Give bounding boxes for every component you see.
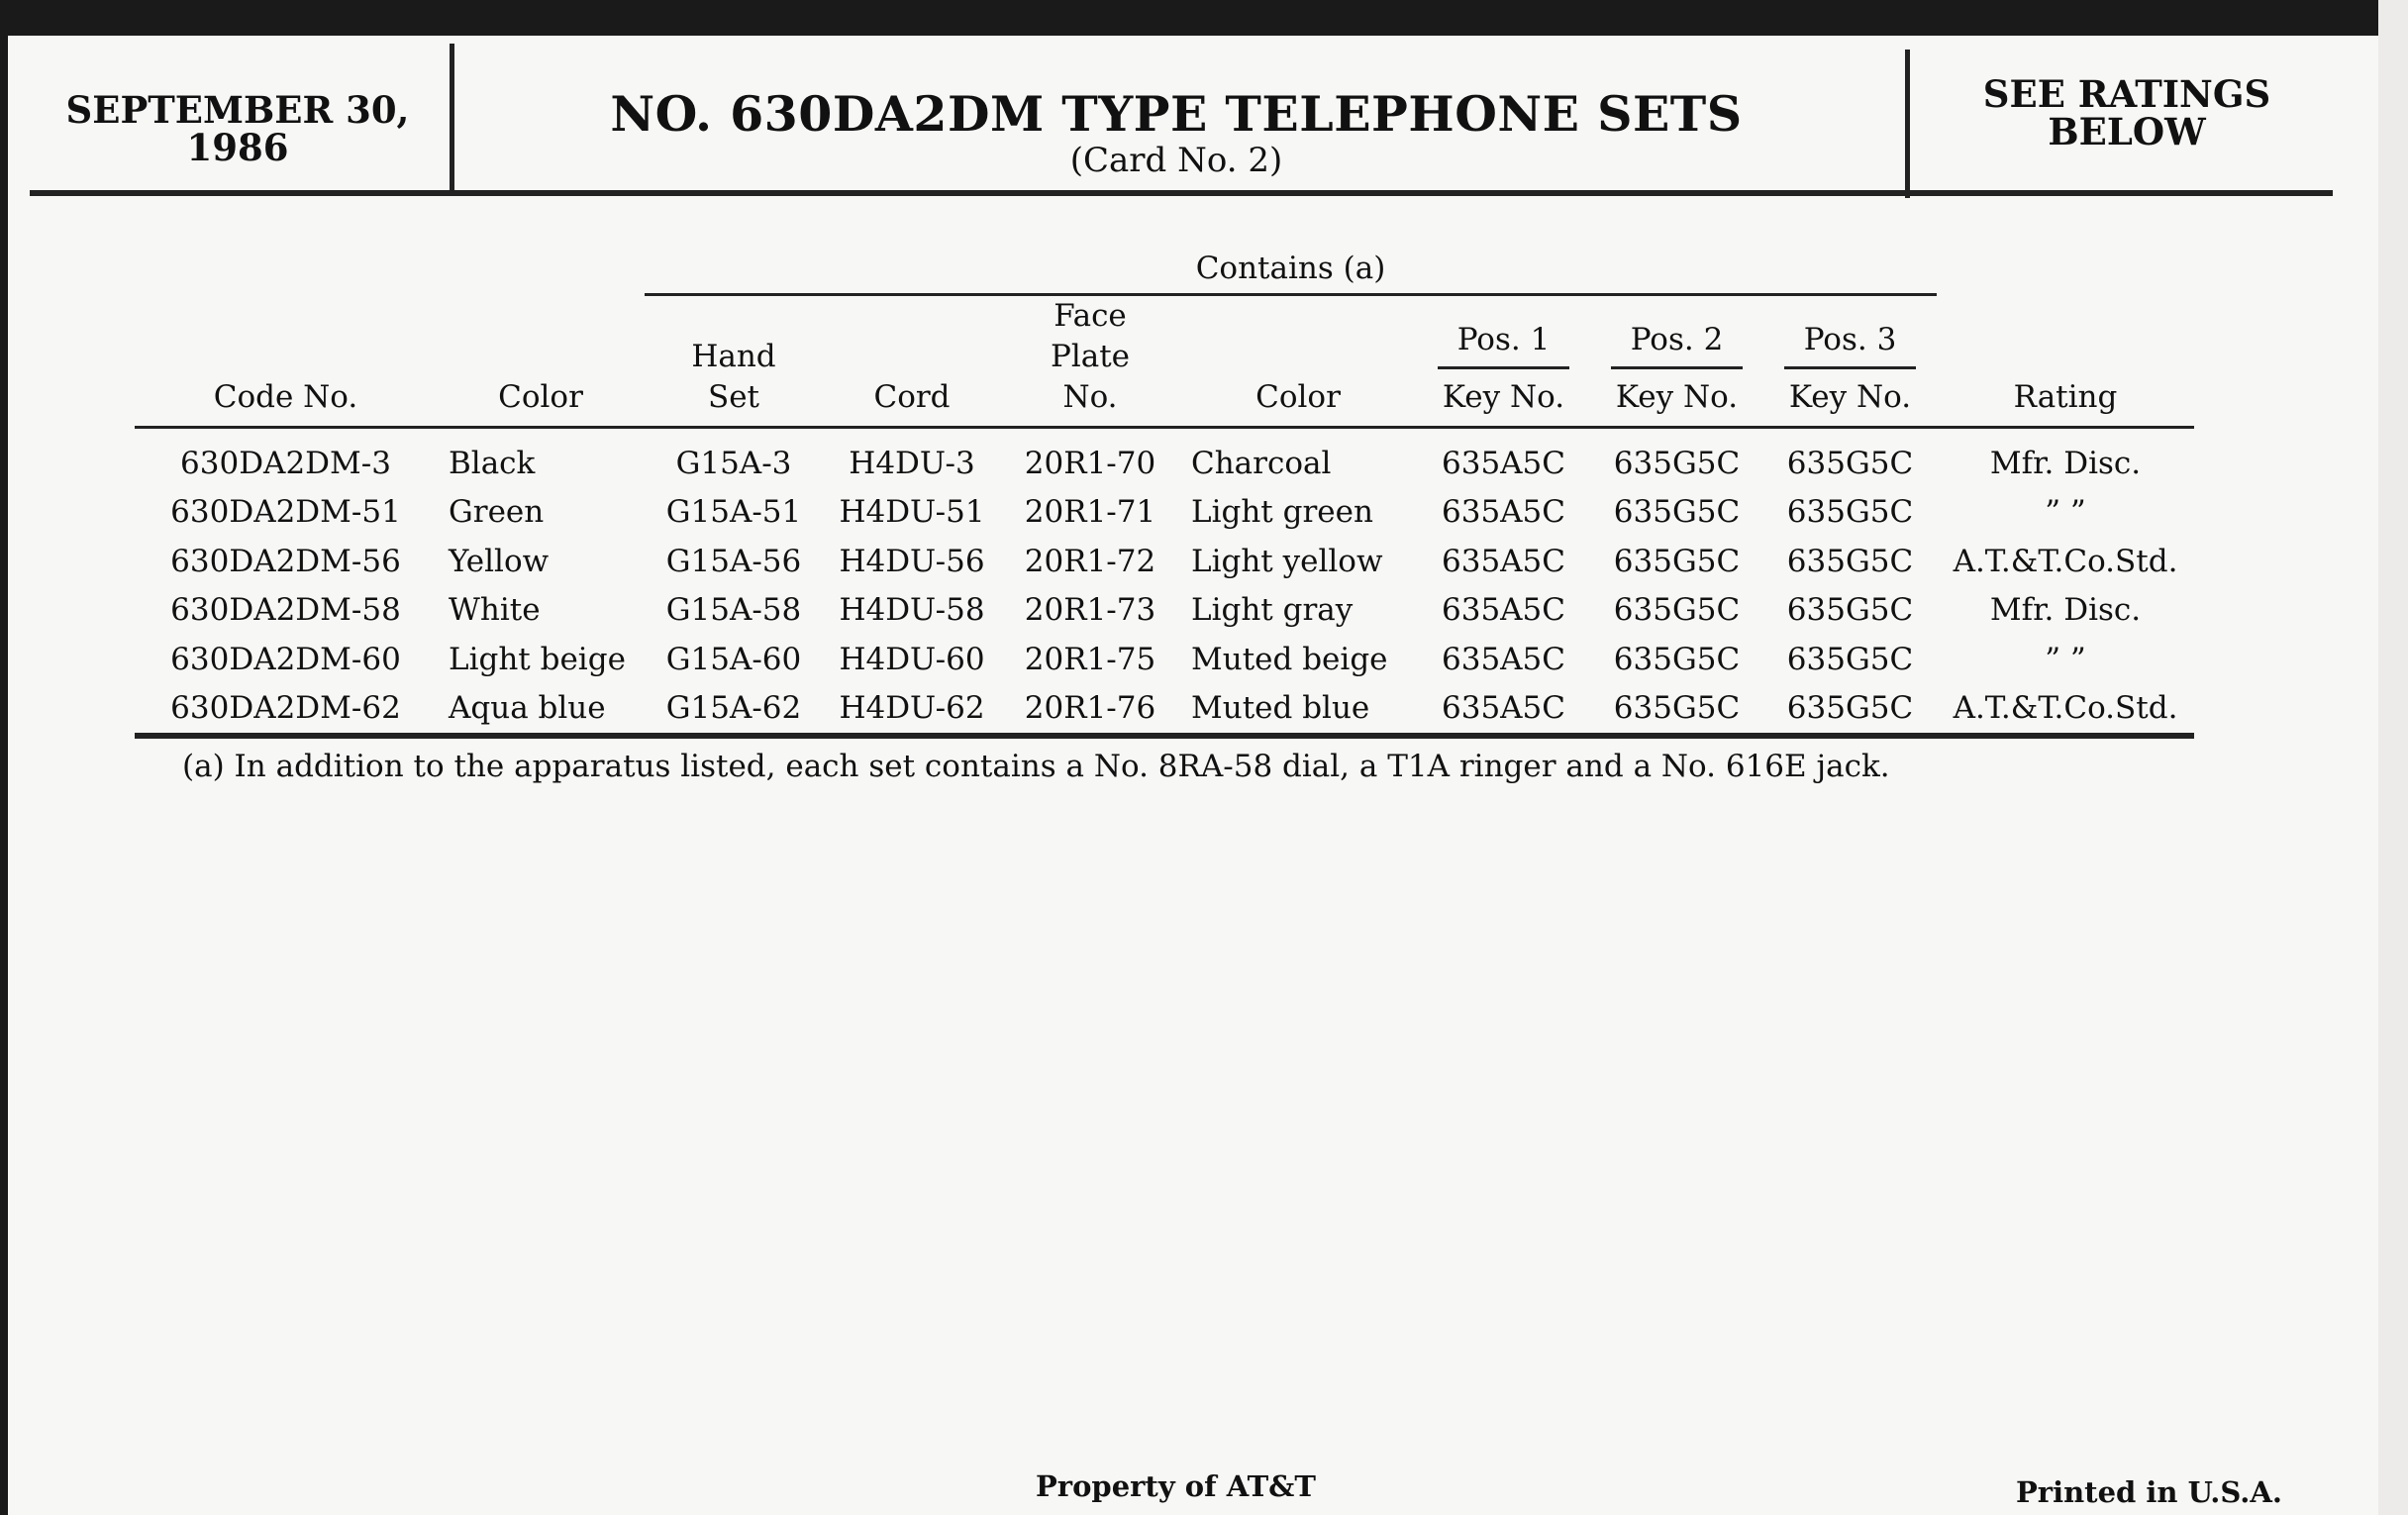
cell-face-plate: 20R1-73 — [1024, 592, 1156, 629]
footnote: (a) In addition to the apparatus listed, each set contains a No. 8RA-58 dial, a T1A ringer and a No. 616E jack. — [182, 749, 1890, 784]
cell-cord: H4DU-51 — [839, 494, 985, 531]
cell-rating: A.T.&T.Co.Std. — [1953, 690, 2178, 727]
table-row — [135, 428, 2194, 488]
cell-color: Black — [449, 445, 536, 481]
cell-hand-set: G15A-3 — [675, 445, 792, 481]
cell-pos1-key: 635A5C — [1442, 494, 1565, 531]
cell-pos1-key: 635A5C — [1442, 690, 1565, 727]
cell-pos2-key: 635G5C — [1613, 494, 1741, 531]
col-header-pos1 — [1417, 295, 1590, 428]
table-row — [135, 684, 2194, 737]
cell-cord: H4DU-56 — [839, 543, 985, 579]
cell-code-no: 630DA2DM-62 — [170, 690, 401, 727]
cell-face-plate: 20R1-76 — [1024, 690, 1156, 727]
cell-code-no: 630DA2DM-51 — [170, 494, 401, 531]
cell-pos2-key: 635G5C — [1613, 543, 1741, 579]
header-date — [30, 88, 446, 169]
table-row — [135, 537, 2194, 586]
header-title-block — [453, 87, 1899, 180]
col-header-color: Color — [498, 379, 583, 415]
col-header-rating: Rating — [2013, 379, 2118, 415]
col-header-pos2-label: Pos. 2 — [1611, 320, 1744, 369]
header-date-line1: SEPTEMBER 30, — [65, 88, 410, 132]
cell-pos1-key: 635A5C — [1442, 543, 1565, 579]
cell-rating: A.T.&T.Co.Std. — [1953, 543, 2178, 579]
col-header-pos2 — [1590, 295, 1763, 428]
cell-pos2-key: 635G5C — [1613, 592, 1741, 629]
cell-hand-set: G15A-56 — [665, 543, 802, 579]
cell-pos2-key: 635G5C — [1613, 641, 1741, 677]
cell-fp-color: Light yellow — [1191, 543, 1383, 579]
header-date-line2: 1986 — [186, 126, 289, 169]
col-header-face-plate-line1: Face — [1054, 298, 1127, 334]
cell-color: Green — [449, 494, 545, 531]
cell-pos3-key: 635G5C — [1786, 690, 1914, 727]
cell-hand-set: G15A-62 — [665, 690, 802, 727]
col-header-cord: Cord — [873, 379, 951, 415]
cell-pos2-key: 635G5C — [1613, 690, 1741, 727]
col-header-face-plate-line2: Plate — [1050, 339, 1131, 374]
table-row — [135, 586, 2194, 636]
cell-face-plate: 20R1-72 — [1024, 543, 1156, 579]
header-ratings-line1: SEE RATINGS — [1982, 72, 2271, 116]
cell-pos3-key: 635G5C — [1786, 543, 1914, 579]
footer-property: Property of AT&T — [1036, 1469, 1316, 1503]
cell-pos3-key: 635G5C — [1786, 641, 1914, 677]
cell-fp-color: Light gray — [1191, 592, 1354, 629]
col-header-hand-set-line1: Hand — [691, 339, 776, 374]
table-body — [135, 428, 2194, 737]
col-header-pos3-key: Key No. — [1788, 379, 1912, 415]
contains-header: Contains (a) — [645, 244, 1937, 295]
col-header-code-no: Code No. — [213, 379, 358, 415]
header-ratings — [1919, 72, 2335, 153]
cell-face-plate: 20R1-71 — [1024, 494, 1156, 531]
group-header-row — [135, 244, 2194, 295]
telephone-sets-table — [135, 244, 2194, 739]
col-header-pos1-key: Key No. — [1442, 379, 1565, 415]
cell-cord: H4DU-3 — [849, 445, 975, 481]
cell-rating: Mfr. Disc. — [1989, 592, 2142, 629]
cell-rating: ” ” — [2045, 494, 2086, 531]
cell-pos3-key: 635G5C — [1786, 592, 1914, 629]
cell-code-no: 630DA2DM-56 — [170, 543, 401, 579]
cell-pos3-key: 635G5C — [1786, 494, 1914, 531]
col-header-pos3 — [1763, 295, 1937, 428]
cell-code-no: 630DA2DM-58 — [170, 592, 401, 629]
header-ratings-line2: BELOW — [2048, 110, 2206, 153]
cell-pos1-key: 635A5C — [1442, 592, 1565, 629]
header-rule — [30, 190, 2333, 196]
cell-hand-set: G15A-60 — [665, 641, 802, 677]
cell-rating: Mfr. Disc. — [1989, 445, 2142, 481]
col-header-pos1-label: Pos. 1 — [1438, 320, 1570, 369]
cell-color: White — [449, 592, 541, 629]
col-header-fp-color: Color — [1255, 379, 1341, 415]
cell-fp-color: Muted blue — [1191, 690, 1370, 727]
cell-cord: H4DU-62 — [839, 690, 985, 727]
header-divider-right — [1905, 50, 1910, 198]
cell-fp-color: Charcoal — [1191, 445, 1332, 481]
cell-fp-color: Muted beige — [1191, 641, 1388, 677]
cell-color: Light beige — [449, 641, 626, 677]
col-header-face-plate — [1001, 295, 1179, 428]
catalog-card — [8, 36, 2378, 1515]
cell-cord: H4DU-58 — [839, 592, 985, 629]
cell-code-no: 630DA2DM-3 — [180, 445, 391, 481]
page-subtitle: (Card No. 2) — [1069, 141, 1283, 180]
cell-color: Aqua blue — [449, 690, 606, 727]
cell-hand-set: G15A-58 — [665, 592, 802, 629]
table-row — [135, 488, 2194, 538]
table-row — [135, 635, 2194, 684]
page-title: NO. 630DA2DM TYPE TELEPHONE SETS — [610, 85, 1743, 143]
footer-printed: Printed in U.S.A. — [2016, 1475, 2282, 1509]
col-header-hand-set-line2: Set — [707, 379, 760, 415]
cell-face-plate: 20R1-75 — [1024, 641, 1156, 677]
cell-rating: ” ” — [2045, 641, 2086, 677]
col-header-hand-set — [645, 295, 823, 428]
cell-face-plate: 20R1-70 — [1024, 445, 1156, 481]
cell-code-no: 630DA2DM-60 — [170, 641, 401, 677]
cell-hand-set: G15A-51 — [665, 494, 802, 531]
cell-pos1-key: 635A5C — [1442, 445, 1565, 481]
cell-pos1-key: 635A5C — [1442, 641, 1565, 677]
scan-edge — [2378, 0, 2408, 1515]
col-header-pos2-key: Key No. — [1615, 379, 1739, 415]
cell-color: Yellow — [449, 543, 550, 579]
cell-pos2-key: 635G5C — [1613, 445, 1741, 481]
cell-fp-color: Light green — [1191, 494, 1373, 531]
cell-pos3-key: 635G5C — [1786, 445, 1914, 481]
col-header-pos3-label: Pos. 3 — [1784, 320, 1917, 369]
cell-cord: H4DU-60 — [839, 641, 985, 677]
col-header-face-plate-line3: No. — [1062, 379, 1118, 415]
column-header-row — [135, 295, 2194, 428]
